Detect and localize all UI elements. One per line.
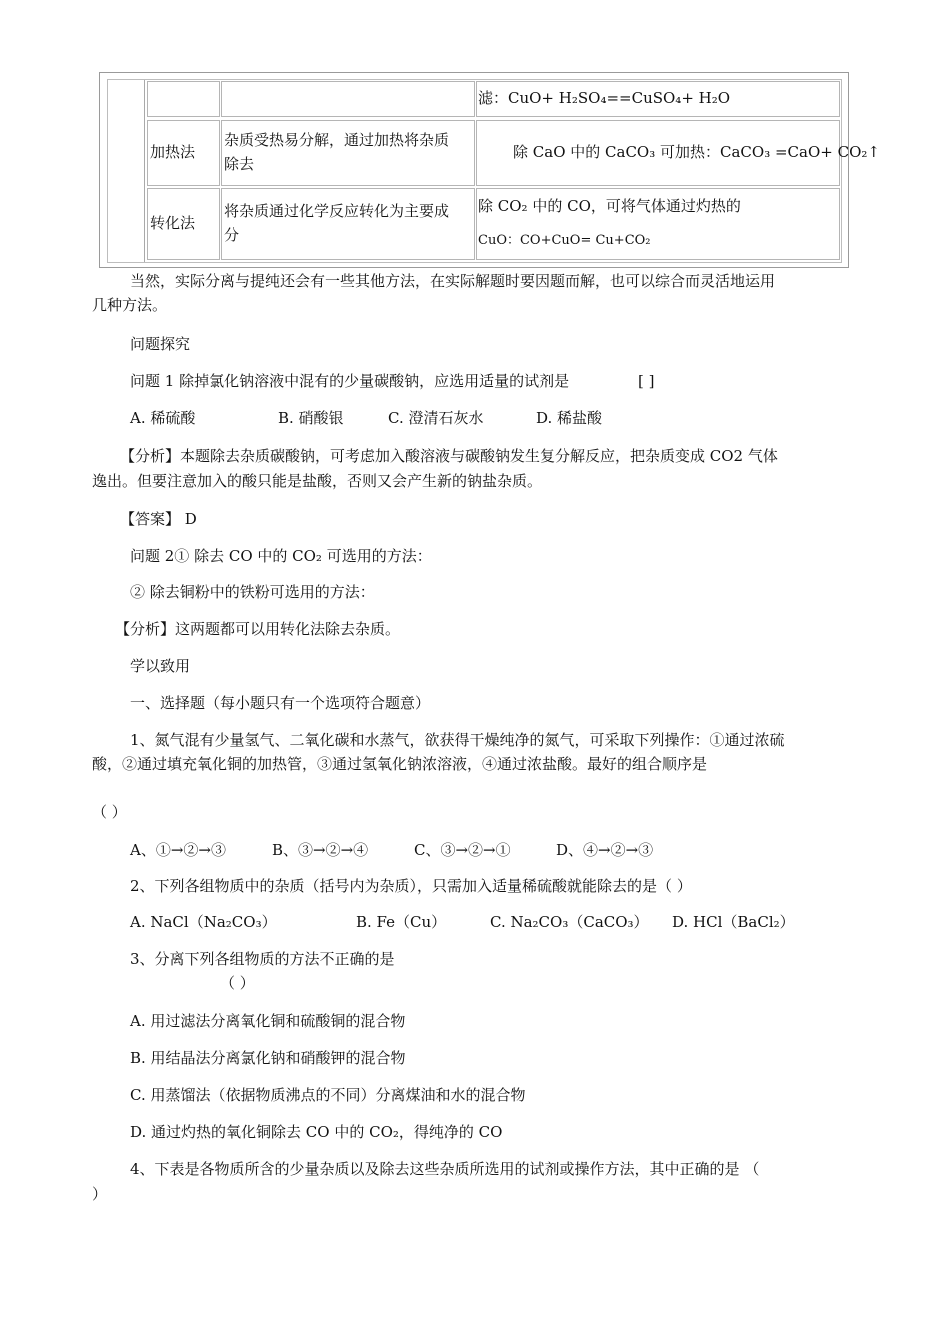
ex3-option-a: A. 用过滤法分离氧化铜和硫酸铜的混合物 xyxy=(130,1012,406,1030)
row3-method: 转化法 xyxy=(150,214,196,232)
q1-analysis-label: 【分析】 xyxy=(120,447,181,465)
q1-analysis-line2: 逸出。但要注意加入的酸只能是盐酸，否则又会产生新的钠盐杂质。 xyxy=(92,472,543,490)
q1-option-b: B. 硝酸银 xyxy=(278,409,344,427)
ex1-line2: 酸，②通过填充氧化铜的加热管，③通过氢氧化钠浓溶液，④通过浓盐酸。最好的组合顺序是 xyxy=(92,755,708,773)
q1-option-d: D. 稀盐酸 xyxy=(536,409,603,427)
ex1-option-a: A、①→②→③ xyxy=(130,841,226,859)
row1-example-cell xyxy=(476,81,840,117)
ex1-option-d: D、④→②→③ xyxy=(556,841,654,859)
row1-principle-cell xyxy=(221,81,475,117)
row2-example: 除 CaO 中的 CaCO₃ 可加热：CaCO₃ =CaO+ CO₂↑ xyxy=(513,143,880,161)
intro-line1: 当然，实际分离与提纯还会有一些其他方法，在实际解题时要因题而解，也可以综合而灵活地运用 xyxy=(130,272,776,290)
ex3-stem: 3、分离下列各组物质的方法不正确的是 xyxy=(130,950,395,968)
q2-line2: ② 除去铜粉中的铁粉可选用的方法： xyxy=(130,583,375,601)
ex2-option-b: B. Fe（Cu） xyxy=(356,913,447,931)
q2-analysis xyxy=(115,615,400,643)
row2-example-cell xyxy=(476,120,880,186)
row2-method-cell xyxy=(147,120,220,186)
ex3-option-b: B. 用结晶法分离氯化钠和硝酸钾的混合物 xyxy=(130,1049,406,1067)
ex4-line2: ） xyxy=(92,1185,108,1203)
row3-principle-line1: 将杂质通过化学反应转化为主要成 xyxy=(224,202,450,220)
ex3-bracket: （ ） xyxy=(220,974,255,992)
section-explore-heading: 问题探究 xyxy=(130,335,191,353)
ex2-option-c: C. Na₂CO₃（CaCO₃） xyxy=(490,913,649,931)
q1-option-c: C. 澄清石灰水 xyxy=(388,409,484,427)
q1-answer-label: 【答案】 xyxy=(120,510,181,528)
row2-method: 加热法 xyxy=(150,143,196,161)
q1-analysis-line1 xyxy=(120,442,778,470)
q1-option-a: A. 稀硫酸 xyxy=(130,409,196,427)
section-apply-heading: 学以致用 xyxy=(130,657,191,675)
row3-example-line1: 除 CO₂ 中的 CO，可将气体通过灼热的 xyxy=(478,197,741,215)
row3-principle-line2: 分 xyxy=(224,226,240,244)
q1-answer xyxy=(120,505,197,533)
table-left-divider xyxy=(144,80,145,262)
q1-analysis-text: 本题除去杂质碳酸钠，可考虑加入酸溶液与碳酸钠发生复分解反应，把杂质变成 CO2 气体 xyxy=(180,447,778,465)
row2-principle-line2: 除去 xyxy=(224,155,255,173)
ex2-stem: 2、下列各组物质中的杂质（括号内为杂质），只需加入适量稀硫酸就能除去的是（ ） xyxy=(130,877,692,895)
row3-example-line2: CuO：CO+CuO= Cu+CO₂ xyxy=(478,233,651,248)
section-choice-heading: 一、选择题（每小题只有一个选项符合题意） xyxy=(130,694,431,712)
method-table xyxy=(107,79,880,263)
q1-stem: 问题 1 除掉氯化钠溶液中混有的少量碳酸钠，应选用适量的试剂是 xyxy=(130,372,570,390)
q2-analysis-label: 【分析】 xyxy=(115,620,176,638)
ex1-bracket: （ ） xyxy=(92,803,127,821)
intro-line2: 几种方法。 xyxy=(92,296,168,314)
method-table-frame xyxy=(99,72,880,268)
ex3-option-d: D. 通过灼热的氧化铜除去 CO 中的 CO₂，得纯净的 CO xyxy=(130,1123,503,1141)
ex2-option-a: A. NaCl（Na₂CO₃） xyxy=(130,913,277,931)
q1-bracket: [ ] xyxy=(638,372,655,390)
row1-example: 滤：CuO+ H₂SO₄==CuSO₄+ H₂O xyxy=(478,89,731,107)
ex4-line1: 4、下表是各物质所含的少量杂质以及除去这些杂质所选用的试剂或操作方法，其中正确的是 （ xyxy=(130,1160,760,1178)
row2-principle-cell xyxy=(221,120,475,186)
row3-principle-cell xyxy=(221,188,475,260)
q1-answer-value: D xyxy=(180,510,197,528)
row1-method-cell xyxy=(147,81,220,117)
row3-example-cell xyxy=(476,188,840,260)
ex3-option-c: C. 用蒸馏法（依据物质沸点的不同）分离煤油和水的混合物 xyxy=(130,1086,526,1104)
ex2-option-d: D. HCl（BaCl₂） xyxy=(672,913,795,931)
row3-method-cell xyxy=(147,188,220,260)
ex1-line1: 1、氮气混有少量氢气、二氧化碳和水蒸气，欲获得干燥纯净的氮气，可采取下列操作：①通过浓硫 xyxy=(130,731,785,749)
row2-principle-line1: 杂质受热易分解，通过加热将杂质 xyxy=(224,131,450,149)
q2-line1: 问题 2① 除去 CO 中的 CO₂ 可选用的方法： xyxy=(130,547,432,565)
q2-analysis-text: 这两题都可以用转化法除去杂质。 xyxy=(175,620,401,638)
ex1-option-b: B、③→②→④ xyxy=(272,841,369,859)
ex1-option-c: C、③→②→① xyxy=(414,841,511,859)
